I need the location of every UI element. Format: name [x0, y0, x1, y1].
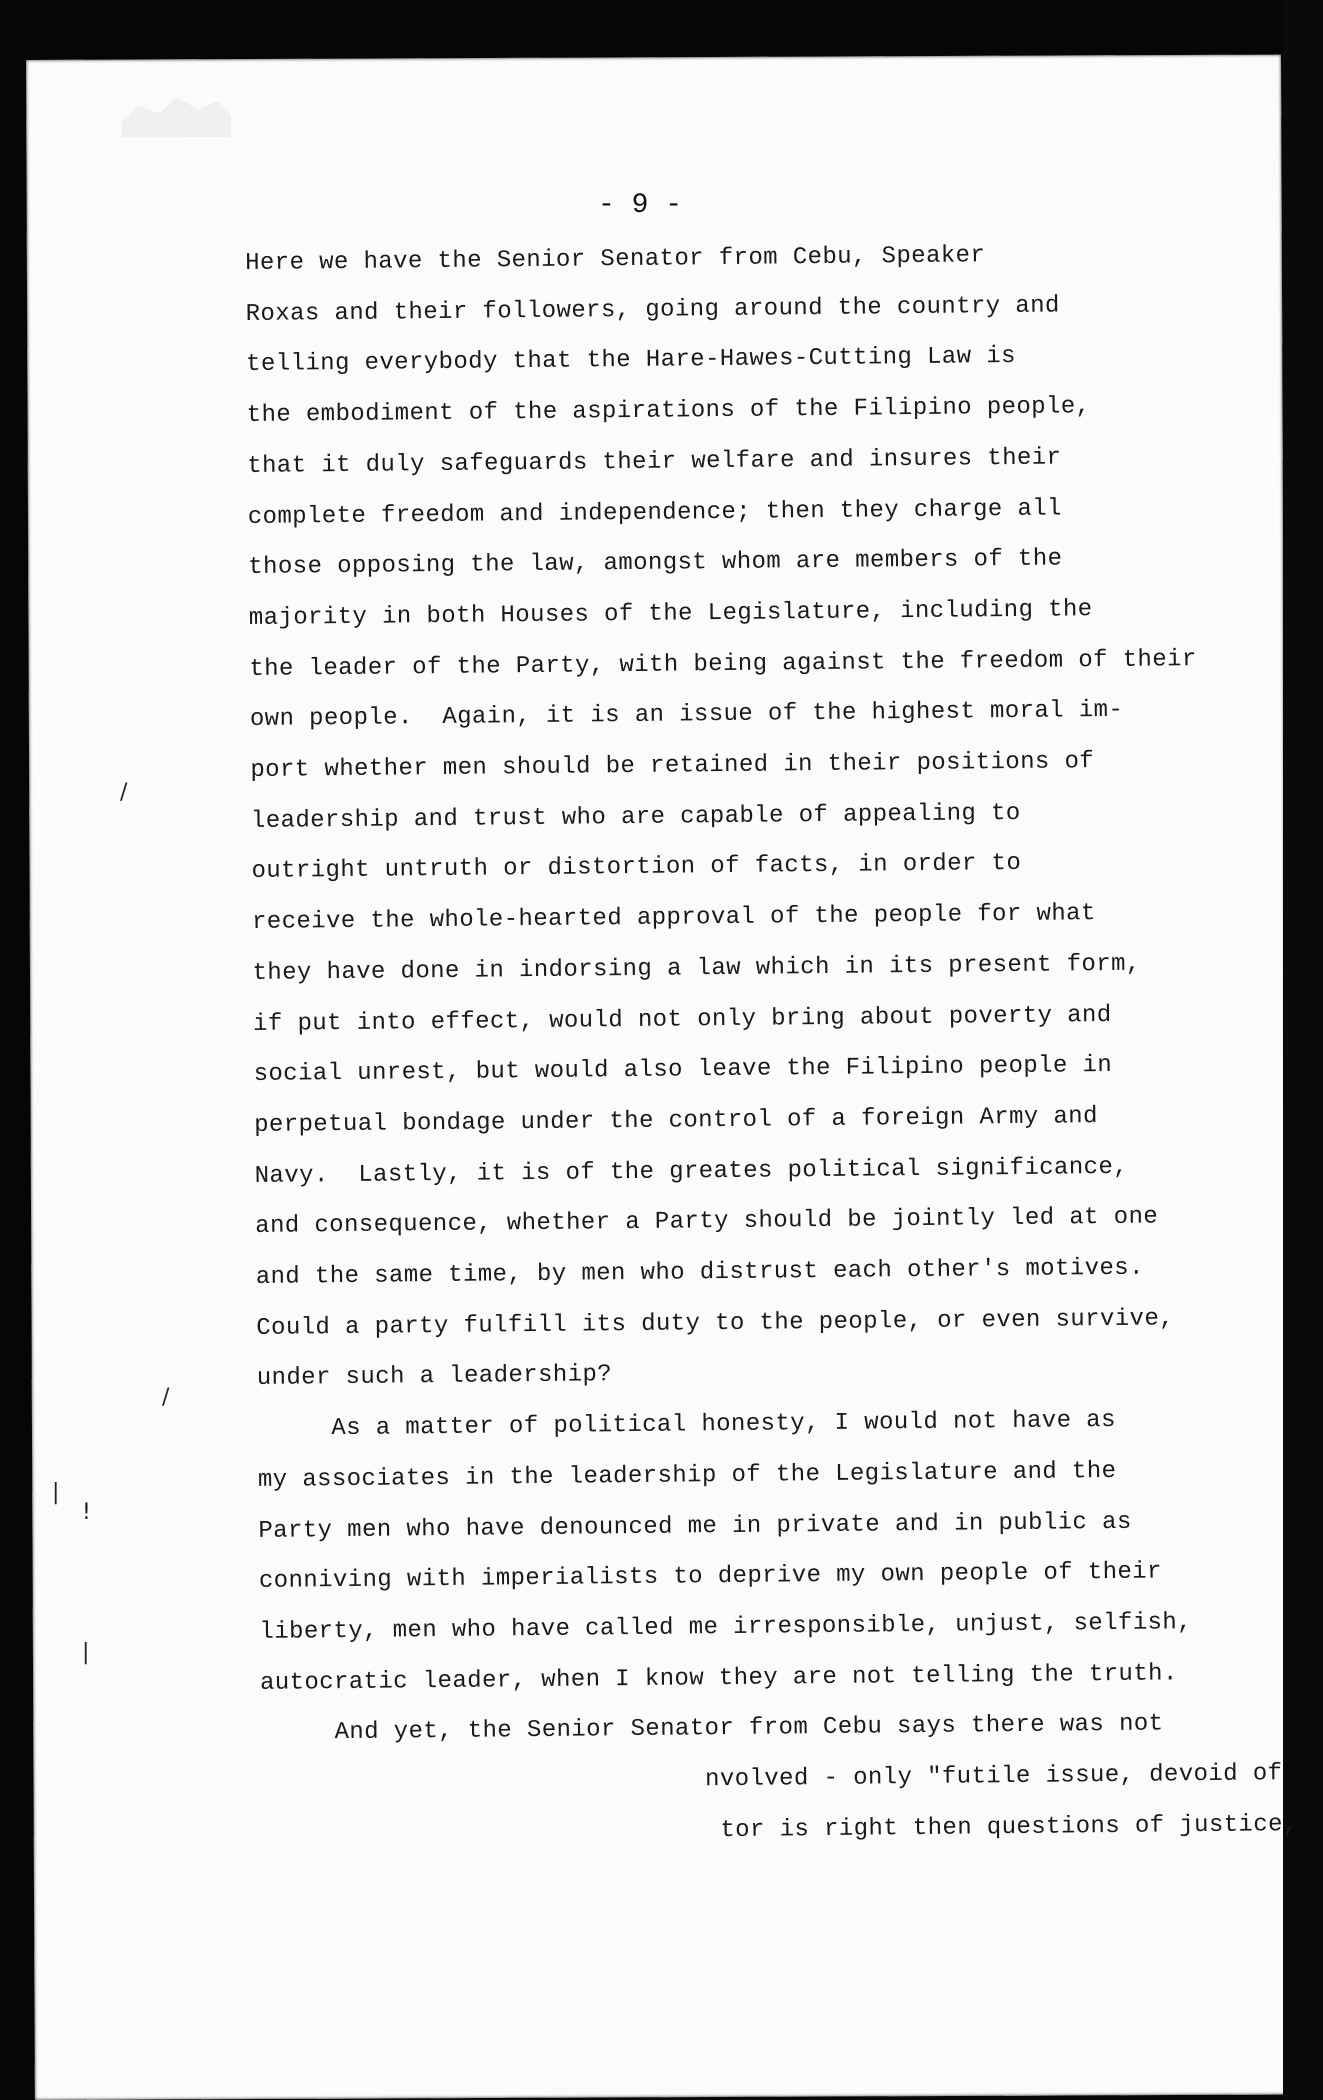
text-line: own people. Again, it is an issue of the highest moral im- [249, 697, 1124, 734]
text-line: perpetual bondage under the control of a foreign Army and [254, 1103, 1098, 1139]
text-line: and consequence, whether a Party should be jointly led at one [255, 1203, 1159, 1241]
text-line: Here we have the Senior Senator from Cebu, Speaker [245, 242, 986, 277]
margin-mark: | [82, 1640, 90, 1665]
text-line: that it duly safeguards their welfare and insures their [247, 444, 1062, 480]
text-line: Could a party fulfill its duty to the people, or even survive, [256, 1305, 1175, 1342]
page-number: - 9 - [597, 190, 682, 221]
text-line: those opposing the law, amongst whom are members of the [248, 545, 1063, 582]
text-line: port whether men should be retained in their positions of [250, 748, 1095, 784]
text-line: outright untruth or distortion of facts, in order to [251, 850, 1022, 886]
margin-mark: / [162, 1385, 170, 1410]
torn-corner [121, 97, 231, 137]
margin-mark: | [52, 1480, 60, 1505]
text-line: social unrest, but would also leave the Filipino people in [253, 1052, 1113, 1089]
text-line: they have done in indorsing a law which in its present form, [252, 950, 1141, 987]
text-line: majority in both Houses of the Legislature, including the [248, 596, 1093, 632]
text-line: if put into effect, would not only bring about poverty and [252, 1001, 1112, 1038]
text-line: the leader of the Party, with being against the freedom of their [249, 645, 1197, 683]
text-line: And yet, the Senior Senator from Cebu says there was not [260, 1710, 1164, 1748]
text-line: nvolved - only "futile issue, devoid of [260, 1760, 1283, 1798]
text-line: receive the whole-hearted approval of the people for what [251, 900, 1096, 937]
text-line: the embodiment of the aspirations of the Filipino people, [246, 393, 1091, 430]
text-line: autocratic leader, when I know they are not telling the truth. [259, 1659, 1178, 1697]
text-line: under such a leadership? [256, 1361, 613, 1393]
text-line: telling everybody that the Hare-Hawes-Cutting Law is [246, 343, 1017, 379]
margin-mark: ! [82, 1500, 91, 1525]
margin-mark: / [120, 780, 128, 805]
text-line: Roxas and their followers, going around the country and [245, 292, 1060, 328]
text-line: leadership and trust who are capable of appealing to [250, 799, 1021, 835]
text-line: tor is right then questions of justice, [261, 1810, 1298, 1849]
text-line: As a matter of political honesty, I would not have as [257, 1407, 1116, 1444]
text-line: my associates in the leadership of the Legislature and the [257, 1457, 1117, 1494]
scan-border [1283, 0, 1323, 2100]
text-line: Party men who have denounced me in private and in public as [258, 1508, 1132, 1545]
text-line: conniving with imperialists to deprive my own people of their [258, 1558, 1162, 1596]
text-line: and the same time, by men who distrust each other's motives. [255, 1254, 1144, 1291]
text-line: complete freedom and independence; then they charge all [247, 494, 1063, 531]
text-line: Navy. Lastly, it is of the greates political significance, [254, 1153, 1129, 1190]
text-line: liberty, men who have called me irresponsible, unjust, selfish, [259, 1609, 1193, 1646]
